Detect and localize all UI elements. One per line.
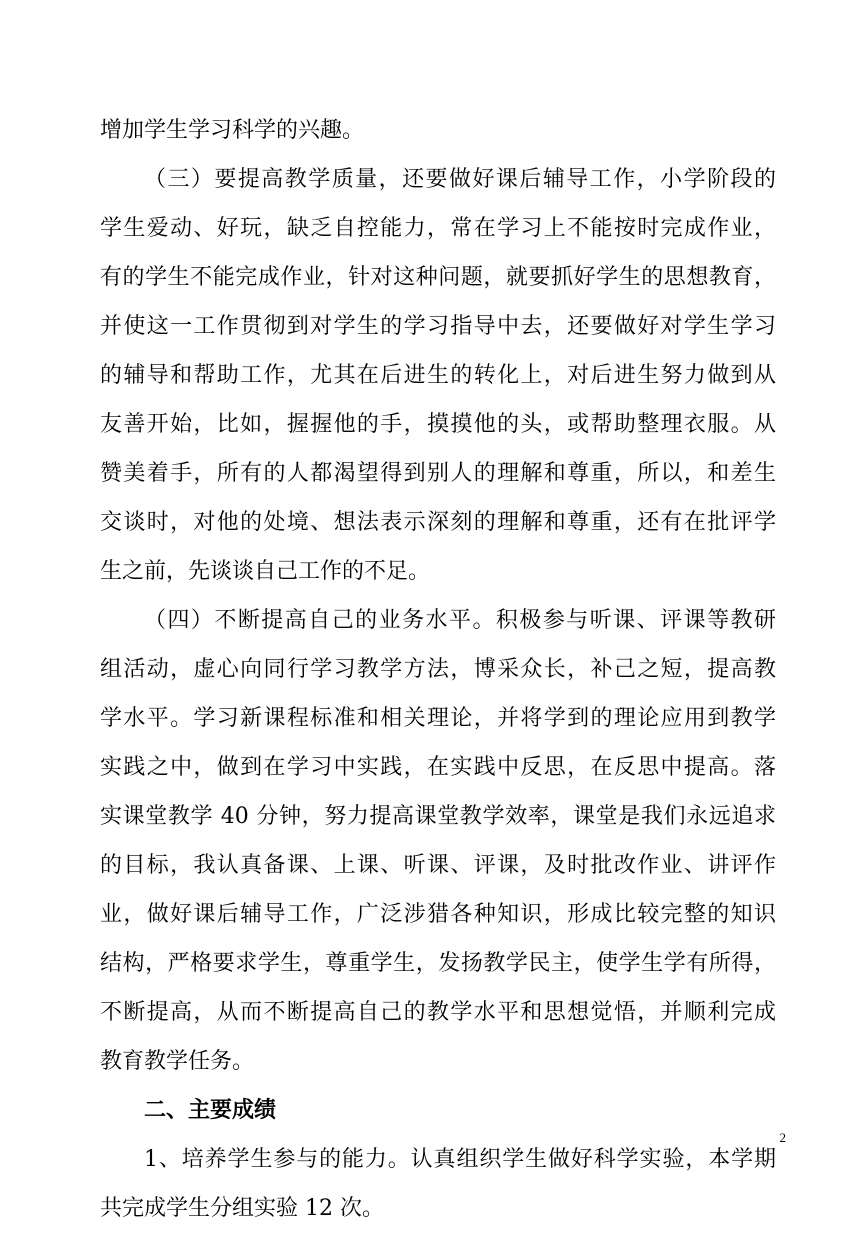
- paragraph-line: 1、培养学生参与的能力。认真组织学生做好科学实验，本学期: [144, 1147, 776, 1172]
- paragraph-line: （三）要提高教学质量，还要做好课后辅导工作，小学阶段的: [144, 167, 776, 192]
- paragraph-line: 赞美着手，所有的人都渴望得到别人的理解和尊重，所以，和差生: [100, 461, 776, 486]
- paragraph-line: 友善开始，比如，握握他的手，摸摸他的头，或帮助整理衣服。从: [100, 412, 776, 437]
- paragraph-line: 共完成学生分组实验 12 次。: [100, 1196, 384, 1221]
- paragraph-line: 学生爱动、好玩，缺乏自控能力，常在学习上不能按时完成作业，: [100, 216, 776, 241]
- paragraph-line: 结构，严格要求学生，尊重学生，发扬教学民主，使学生学有所得，: [100, 951, 776, 976]
- paragraph-line: 有的学生不能完成作业，针对这种问题，就要抓好学生的思想教育，: [100, 265, 776, 290]
- section-heading: 二、主要成绩: [144, 1098, 277, 1123]
- paragraph-line: 的辅导和帮助工作，尤其在后进生的转化上，对后进生努力做到从: [100, 363, 776, 388]
- paragraph-line: （四）不断提高自己的业务水平。积极参与听课、评课等教研: [144, 608, 776, 633]
- paragraph-line: 并使这一工作贯彻到对学生的学习指导中去，还要做好对学生学习: [100, 314, 776, 339]
- paragraph-line: 不断提高，从而不断提高自己的教学水平和思想觉悟，并顺利完成: [100, 1000, 776, 1025]
- paragraph-line: 生之前，先谈谈自己工作的不足。: [100, 559, 431, 584]
- paragraph-line: 增加学生学习科学的兴趣。: [100, 118, 365, 143]
- paragraph-line: 业，做好课后辅导工作，广泛涉猎各种知识，形成比较完整的知识: [100, 902, 776, 927]
- paragraph-line: 教育教学任务。: [100, 1049, 255, 1074]
- paragraph-line: 交谈时，对他的处境、想法表示深刻的理解和尊重，还有在批评学: [100, 510, 776, 535]
- paragraph-line: 组活动，虚心向同行学习教学方法，博采众长，补己之短，提高教: [100, 657, 776, 682]
- paragraph-line: 学水平。学习新课程标准和相关理论，并将学到的理论应用到教学: [100, 706, 776, 731]
- document-body: [100, 106, 776, 1233]
- paragraph-line: 实践之中，做到在学习中实践，在实践中反思，在反思中提高。落: [100, 755, 776, 780]
- paragraph-line: 的目标，我认真备课、上课、听课、评课，及时批改作业、讲评作: [100, 853, 776, 878]
- page-number: 2: [779, 1130, 786, 1145]
- paragraph-line: 实课堂教学 40 分钟，努力提高课堂教学效率，课堂是我们永远追求: [100, 804, 776, 829]
